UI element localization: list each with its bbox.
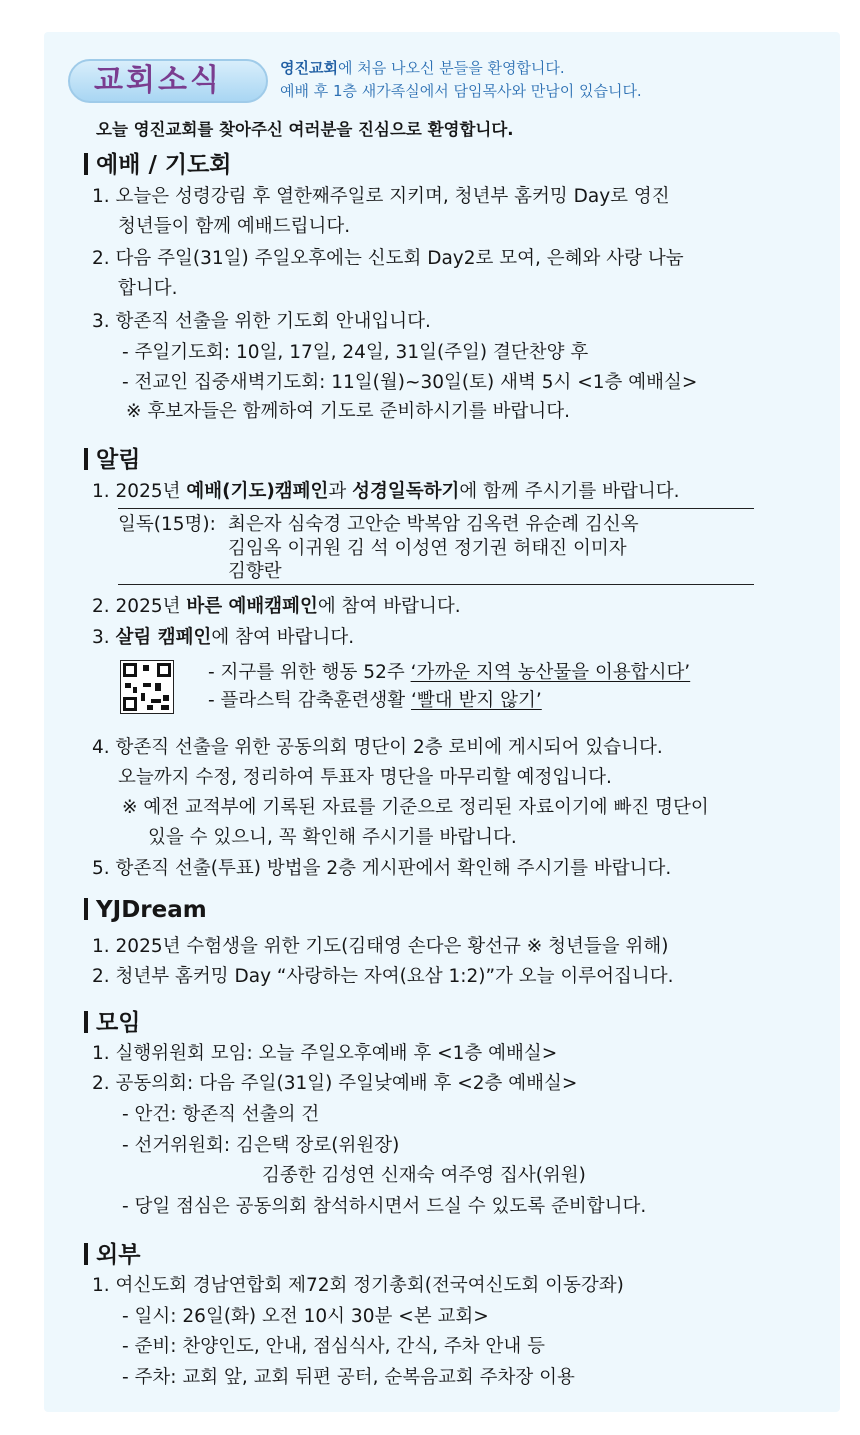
section-external [84, 1236, 140, 1269]
section-title: YJDream [96, 897, 207, 923]
list-item-cont: 합니다. [118, 278, 178, 299]
section-yjdream [84, 897, 207, 923]
sub-item: - 전교인 집중새벽기도회: 11일(월)~30일(토) 새벽 5시 <1층 예배실> [122, 372, 698, 393]
list-item: 2. 2025년 바른 예배캠페인에 참여 바랍니다. [92, 596, 461, 617]
campaign-name: 예배(기도)캠페인 [186, 481, 329, 502]
section-title: 모임 [96, 1010, 141, 1036]
sub-item-cont: 김종한 김성연 신재숙 여주영 집사(위원) [262, 1165, 586, 1186]
section-bar [84, 1243, 88, 1265]
campaign-item: - 지구를 위한 행동 52주 ‘가까운 지역 농산물을 이용합시다’ [208, 662, 691, 683]
list-item: 1. 실행위원회 모임: 오늘 주일오후예배 후 <1층 예배실> [92, 1043, 558, 1064]
list-item: 4. 항존직 선출을 위한 공동의회 명단이 2층 로비에 게시되어 있습니다. [92, 737, 663, 758]
sub-item: - 주차: 교회 앞, 교회 뒤편 공터, 순복음교회 주차장 이용 [122, 1367, 575, 1388]
list-item: 1. 2025년 예배(기도)캠페인과 성경일독하기에 함께 주시기를 바랍니다. [92, 481, 680, 502]
qr-code-icon[interactable] [120, 660, 174, 714]
section-notice [84, 441, 140, 474]
list-item: 1. 여신도회 경남연합회 제72회 정기총회(전국여신도회 이동강좌) [92, 1275, 624, 1296]
sub-item: - 준비: 찬양인도, 안내, 점심식사, 간식, 주차 안내 등 [122, 1336, 546, 1357]
section-title: 알림 [96, 447, 141, 473]
sub-item: - 선거위원회: 김은택 장로(위원장) [122, 1135, 400, 1156]
list-item: 3. 항존직 선출을 위한 기도회 안내입니다. [92, 311, 431, 332]
note-item: ※ 예전 교적부에 기록된 자료를 기준으로 정리된 자료이기에 빠진 명단이 [122, 797, 709, 818]
list-item-cont: 청년들이 함께 예배드립니다. [118, 216, 351, 237]
list-item: 2. 공동의회: 다음 주일(31일) 주일낮예배 후 <2층 예배실> [92, 1073, 578, 1094]
header-greeting [280, 57, 642, 103]
section-bar [84, 448, 88, 470]
divider [118, 508, 754, 509]
church-name: 영진교회 [280, 59, 338, 77]
page-title: 교회소식 [94, 63, 222, 98]
sub-item: - 당일 점심은 공동의회 참석하시면서 드실 수 있도록 준비합니다. [122, 1196, 647, 1217]
greeting-line-1: 에 처음 나오신 분들을 환영합니다. [337, 59, 565, 77]
section-title: 외부 [96, 1242, 141, 1268]
reading-names: 김임옥 이귀원 김 석 이성연 정기권 허태진 이미자 [228, 538, 627, 559]
list-item: 1. 오늘은 성령강림 후 열한째주일로 지키며, 청년부 홈커밍 Day로 영진 [92, 186, 670, 207]
reading-label: 일독(15명): [118, 514, 216, 535]
campaign-link: ‘가까운 지역 농산물을 이용합시다’ [410, 662, 691, 683]
welcome-message: 오늘 영진교회를 찾아주신 여러분을 진심으로 환영합니다. [96, 120, 514, 139]
sub-item: - 주일기도회: 10일, 17일, 24일, 31일(주일) 결단찬양 후 [122, 342, 589, 363]
campaign-name: 살림 캠페인 [115, 627, 212, 648]
divider [118, 584, 754, 585]
reading-names: 최은자 심숙경 고안순 박복암 김옥련 유순례 김신옥 [228, 514, 639, 535]
list-item-cont: 오늘까지 수정, 정리하여 투표자 명단을 마무리할 예정입니다. [118, 767, 612, 788]
campaign-name: 성경일독하기 [352, 481, 460, 502]
list-item: 1. 2025년 수험생을 위한 기도(김태영 손다은 황선규 ※ 청년들을 위해) [92, 936, 669, 957]
section-meeting [84, 1004, 140, 1037]
note-item-cont: 있을 수 있으니, 꼭 확인해 주시기를 바랍니다. [148, 827, 517, 848]
greeting-line-2: 예배 후 1층 새가족실에서 담임목사와 만남이 있습니다. [280, 82, 642, 100]
sub-item: - 안건: 항존직 선출의 건 [122, 1104, 320, 1125]
section-bar [84, 1011, 88, 1033]
section-title: 예배 / 기도회 [96, 152, 232, 178]
campaign-name: 바른 예배캠페인 [186, 596, 318, 617]
list-item: 2. 청년부 홈커밍 Day “사랑하는 자여(요삼 1:2)”가 오늘 이루어집니다. [92, 966, 674, 987]
reading-names: 김향란 [228, 561, 282, 582]
list-item: 3. 살림 캠페인에 참여 바랍니다. [92, 627, 355, 648]
section-bar [84, 898, 88, 920]
sub-item: - 일시: 26일(화) 오전 10시 30분 <본 교회> [122, 1306, 489, 1327]
section-worship [84, 146, 232, 179]
section-bar [84, 153, 88, 175]
campaign-item: - 플라스틱 감축훈련생활 ‘빨대 받지 않기’ [208, 690, 542, 711]
list-item: 5. 항존직 선출(투표) 방법을 2층 게시판에서 확인해 주시기를 바랍니다. [92, 858, 672, 879]
list-item: 2. 다음 주일(31일) 주일오후에는 신도회 Day2로 모여, 은혜와 사랑 나눔 [92, 248, 684, 269]
campaign-link: ‘빨대 받지 않기’ [411, 690, 542, 711]
note-item: ※ 후보자들은 함께하여 기도로 준비하시기를 바랍니다. [126, 401, 570, 422]
